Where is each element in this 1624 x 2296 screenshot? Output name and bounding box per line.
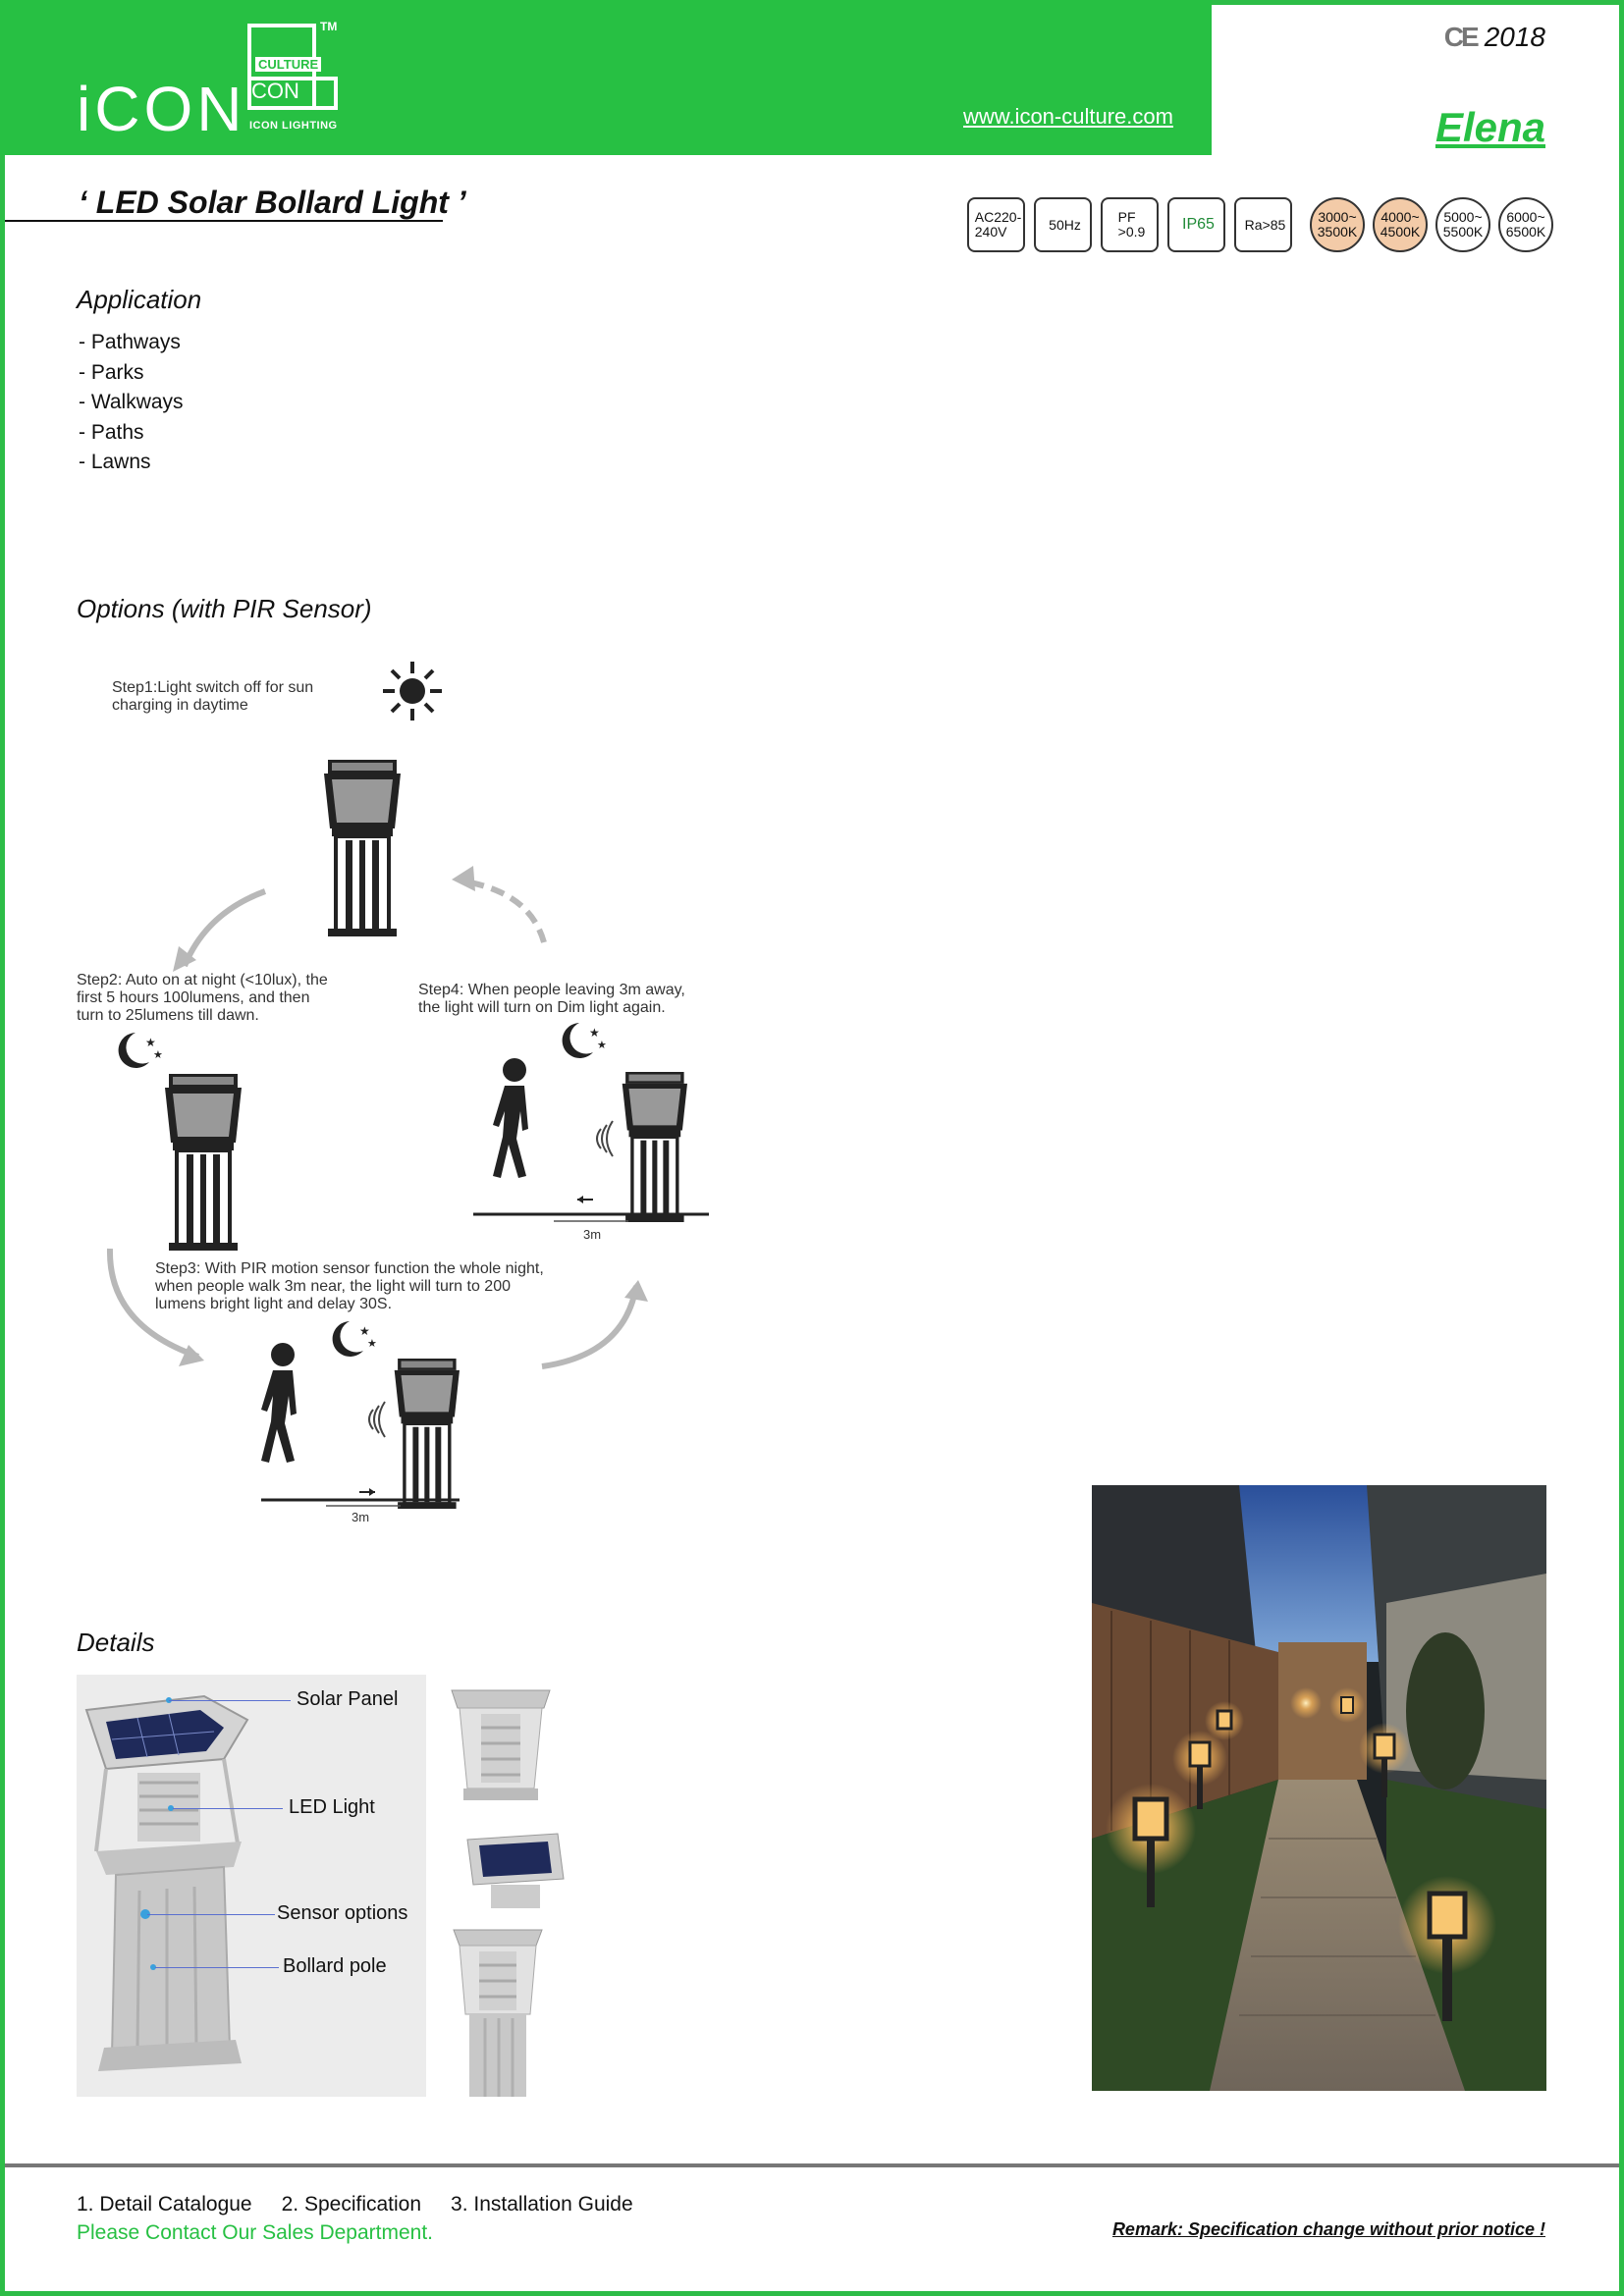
moon-icon [119, 1033, 163, 1068]
sensor-waves-icon [369, 1402, 385, 1437]
footer-remark: Remark: Specification change without prior notice ! [1111, 2219, 1545, 2239]
cct-badge: 5000~ 5500K [1435, 197, 1490, 252]
logo-subtitle: ICON LIGHTING [249, 120, 338, 132]
detail-label: Bollard pole [283, 1955, 387, 1977]
ip-rating-badge: IP65 [1167, 197, 1225, 252]
details-panel [77, 1675, 426, 2097]
person-step4-icon [493, 1058, 528, 1178]
moon-icon [563, 1023, 607, 1058]
logo-icon [247, 20, 338, 122]
bollard-step1-icon [324, 760, 401, 936]
product-title: ‘ LED Solar Bollard Light ’ [79, 185, 466, 220]
logo-trademark: TM [320, 20, 338, 33]
bollard-step4-icon [623, 1072, 687, 1222]
power-factor-badge: PF >0.9 [1101, 197, 1159, 252]
person-step3-icon [261, 1343, 297, 1463]
footer-link-detail-catalogue[interactable]: 1. Detail Catalogue [77, 2193, 252, 2216]
bollard-step2-icon [165, 1074, 242, 1251]
list-item: - Walkways [79, 391, 184, 413]
footer-links [77, 2193, 633, 2216]
distance-label-step4: 3m [583, 1227, 602, 1242]
cct-badges [1310, 197, 1553, 252]
cct-badge: 4000~ 4500K [1373, 197, 1428, 252]
bollard-step3-icon [395, 1359, 460, 1509]
list-item: - Parks [79, 360, 144, 384]
year: 2018 [1484, 22, 1545, 52]
step4-text: Step4: When people leaving 3m away, the light will turn on Dim light again. [418, 982, 685, 1016]
footer-link-specification[interactable]: 2. Specification [281, 2193, 422, 2216]
brand-wordmark: iCON [77, 74, 246, 144]
lamp-head-thumbnail [448, 1684, 556, 1806]
moon-icon [333, 1321, 377, 1357]
details-heading: Details [77, 1628, 155, 1657]
distance-label-step3: 3m [352, 1510, 370, 1524]
bollard-detail-illustration [77, 1675, 426, 2097]
logo-culture-text: CULTURE [255, 57, 321, 72]
list-item: - Pathways [79, 331, 181, 353]
voltage-badge: AC220- 240V [967, 197, 1025, 252]
pir-sensor-diagram [69, 658, 736, 1531]
header-band [0, 0, 1212, 155]
cri-badge: Ra>85 [1234, 197, 1292, 252]
cct-badge: 3000~ 3500K [1310, 197, 1365, 252]
cct-badge: 6000~ 6500K [1498, 197, 1553, 252]
footer-link-installation-guide[interactable]: 3. Installation Guide [451, 2193, 633, 2216]
list-item: - Paths [79, 420, 144, 444]
application-heading: Application [77, 285, 202, 314]
solar-top-thumbnail [461, 1830, 569, 1912]
application-list [79, 328, 184, 478]
step3-text: Step3: With PIR motion sensor function the whole night, when people walk 3m near, the light will turn to 200 lumens bright light and delay 30S. [155, 1260, 544, 1312]
detail-label: Solar Panel [297, 1688, 399, 1710]
step2-text: Step2: Auto on at night (<10lux), the first 5 hours 100lumens, and then turn to 25lumens till dawn. [77, 972, 328, 1024]
footer-divider [5, 2163, 1619, 2167]
footer-contact: Please Contact Our Sales Department. [77, 2221, 434, 2244]
garden-path-photo [1092, 1485, 1546, 2091]
ce-mark-icon: CE [1443, 22, 1477, 52]
spec-badges [967, 197, 1553, 252]
sun-icon [383, 662, 442, 721]
detail-label: LED Light [289, 1796, 375, 1818]
detail-label: Sensor options [277, 1902, 408, 1924]
cert-year [1444, 22, 1545, 53]
list-item: - Lawns [79, 451, 151, 473]
lamp-pole-thumbnail [452, 1926, 546, 2098]
logo-con-text: CON [251, 79, 299, 103]
options-heading: Options (with PIR Sensor) [77, 594, 372, 623]
diagram-graphics: ★ ★ 3m 3m [69, 658, 736, 1531]
frequency-badge: 50Hz [1034, 197, 1092, 252]
website-link[interactable]: www.icon-culture.com [963, 104, 1173, 129]
title-underline [5, 220, 443, 222]
model-name: Elena [1435, 104, 1545, 150]
sensor-waves-icon [597, 1121, 613, 1156]
step1-text: Step1:Light switch off for sun charging in daytime [112, 679, 314, 714]
